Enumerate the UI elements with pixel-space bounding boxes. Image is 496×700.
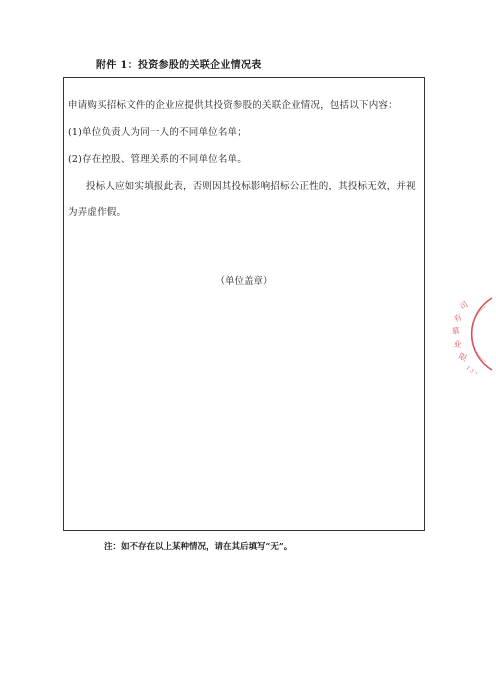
svg-text:有: 有: [452, 312, 464, 324]
form-table: [63, 77, 425, 531]
item-1-text: (1)单位负责人为同一人的不同单位名单；: [68, 127, 247, 138]
svg-text:业: 业: [452, 339, 463, 350]
svg-text:慕: 慕: [451, 326, 461, 336]
seal-label: （单位盖章）: [215, 276, 273, 287]
svg-text:1 3 2: 1 3 2: [464, 364, 479, 374]
warning-text-line-1: 投标人应如实填报此表，否则因其投标影响招标公正性的，其投标无效，并视: [86, 181, 416, 192]
footnote: 注：如不存在以上某种情况，请在其后填写“无”。: [104, 542, 293, 552]
warning-text-line-2: 为弄虚作假。: [68, 207, 127, 218]
svg-text:司: 司: [457, 299, 470, 312]
item-2-text: (2)存在控股、管理关系的不同单位名单。: [68, 154, 247, 165]
page-title: 附件 1：投资参股的关联企业情况表: [96, 60, 262, 71]
svg-text:限: 限: [457, 351, 469, 364]
intro-text: 申请购买招标文件的企业应提供其投资参股的关联企业情况，包括以下内容：: [68, 100, 398, 111]
company-seal-icon: [436, 292, 496, 374]
